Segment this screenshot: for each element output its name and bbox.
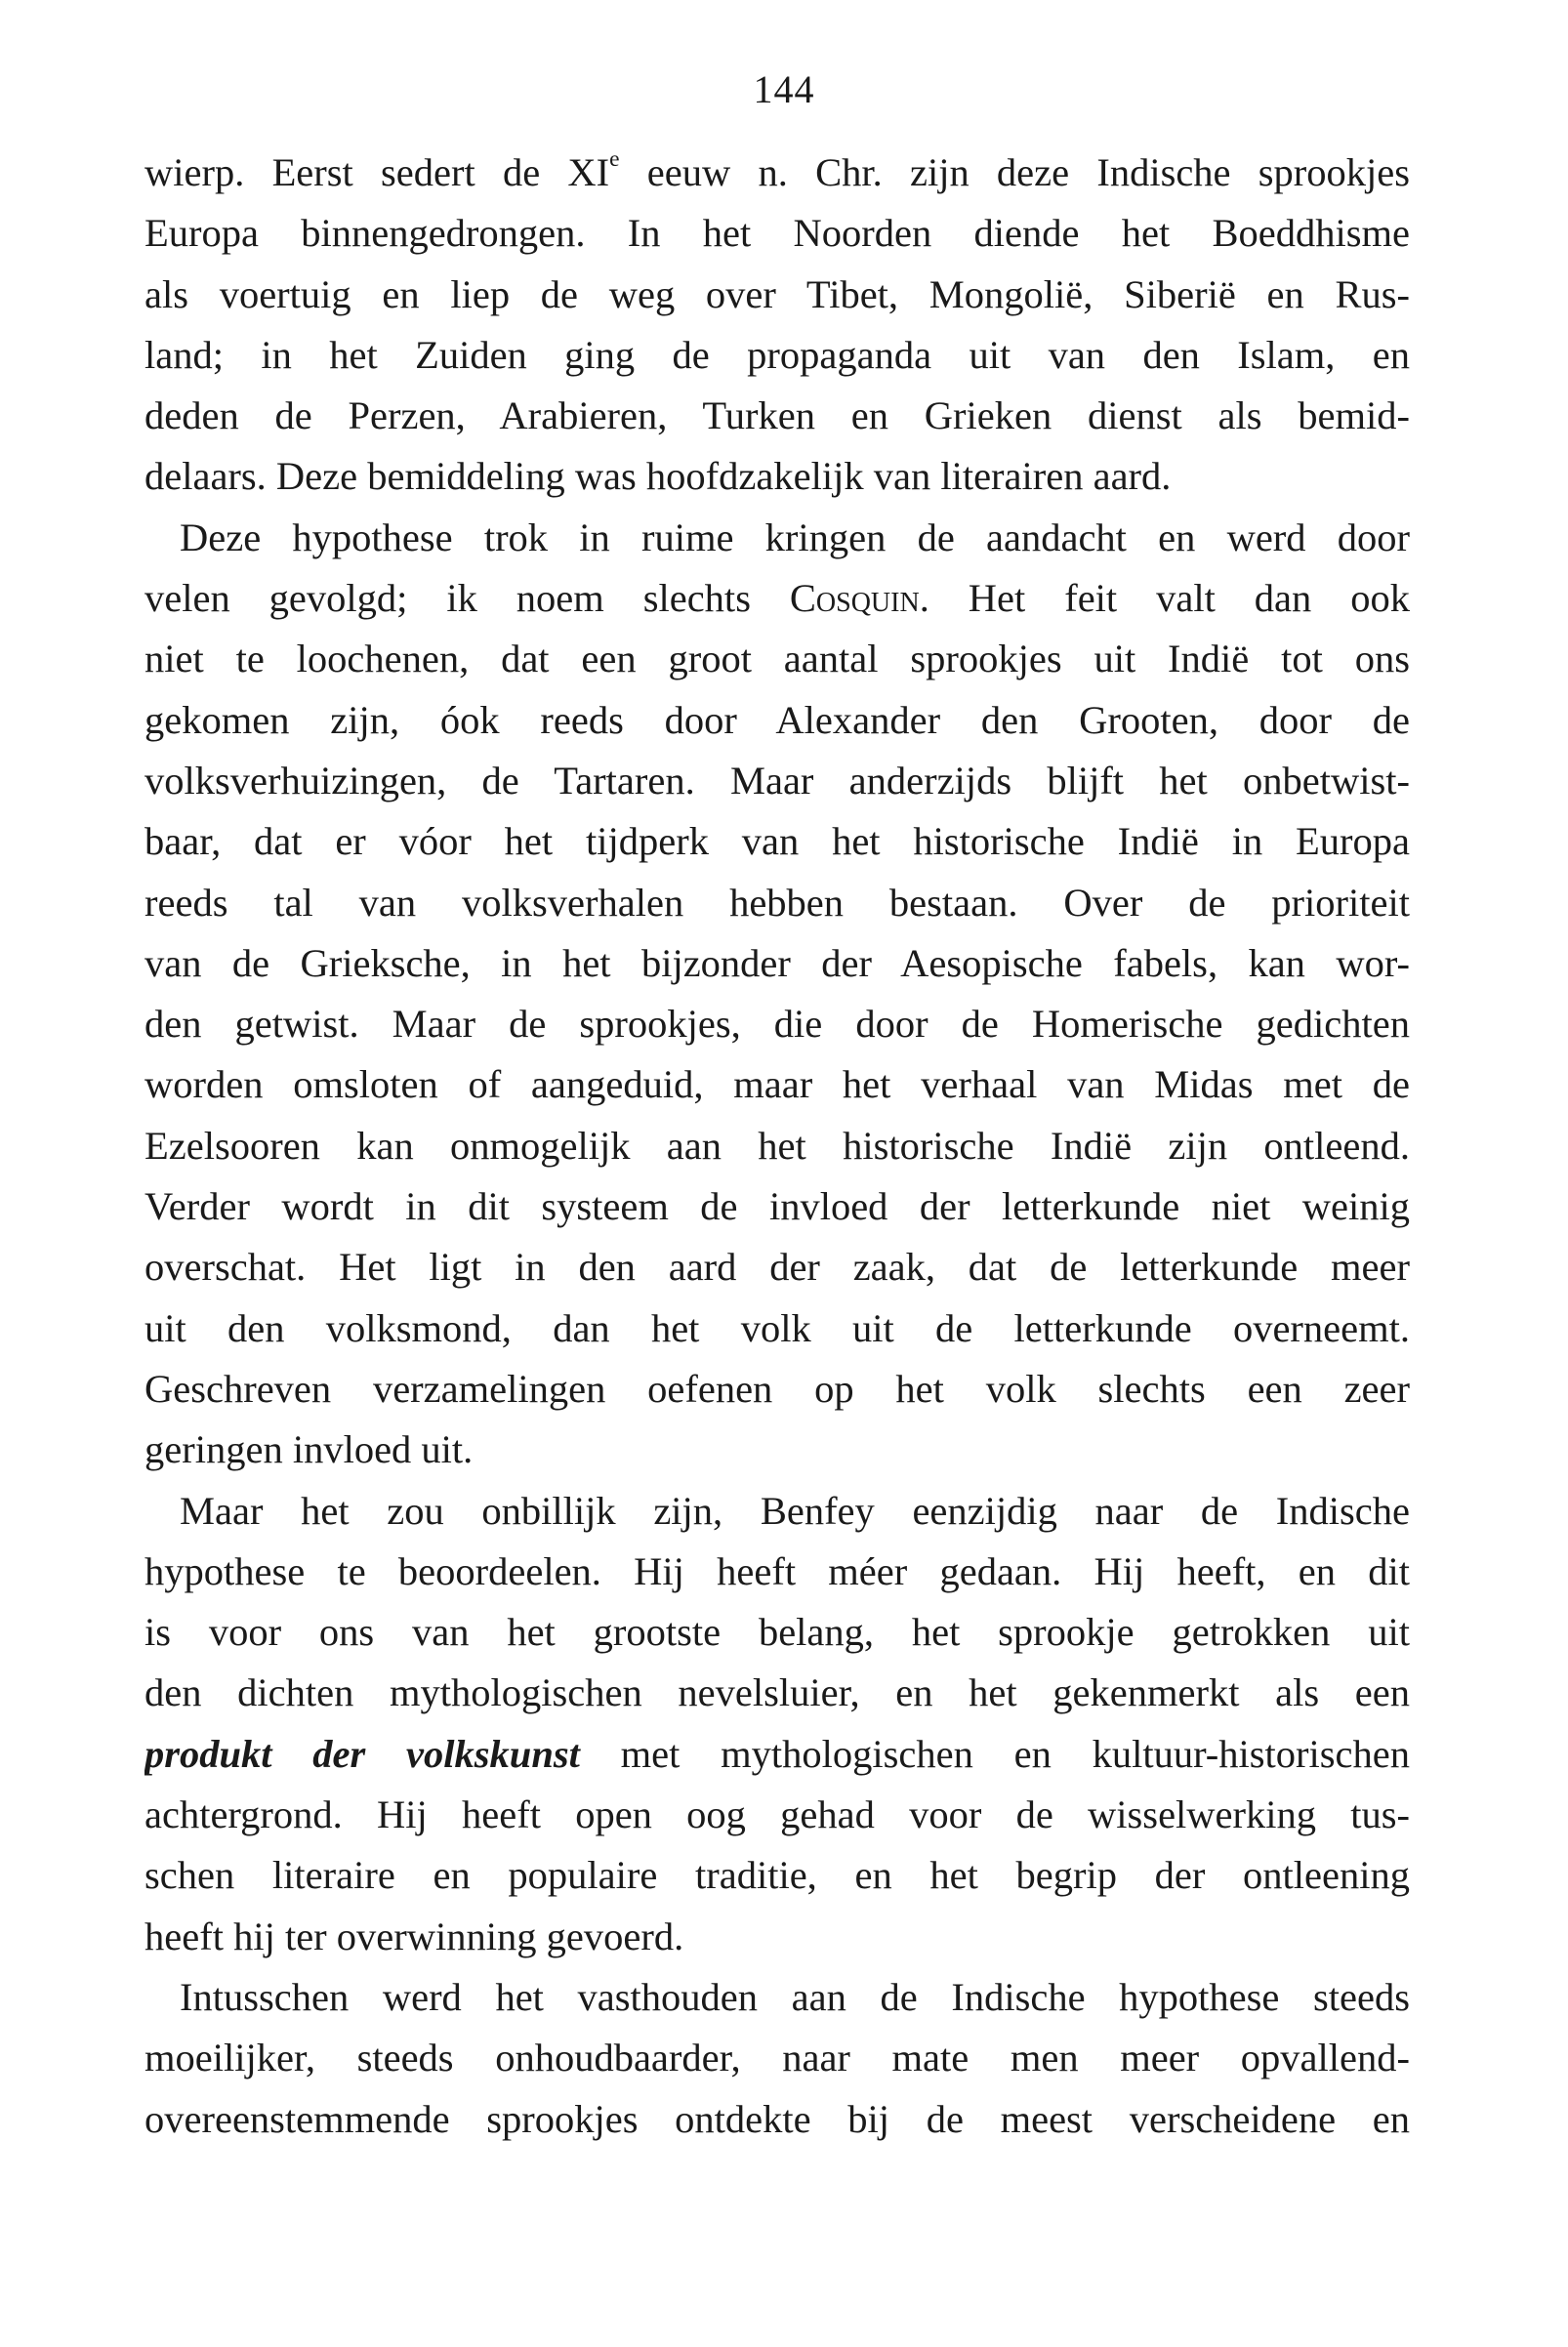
text-run: Ezelsooren kan onmogelijk aan het historische Indië zijn ontleend.	[144, 1123, 1410, 1168]
text-run: overschat. Het ligt in den aard der zaak, dat de letterkunde meer	[144, 1245, 1410, 1290]
text-line	[144, 1420, 1410, 1480]
text-run: niet te loochenen, dat een groot aantal sprookjes uit Indië tot ons	[144, 637, 1410, 681]
text-run: met mythologischen en kultuur-historischen	[579, 1731, 1410, 1776]
text-line	[144, 1237, 1410, 1297]
text-run: achtergrond. Hij heeft open oog gehad voor de wisselwerking tus-	[144, 1792, 1410, 1837]
text-line	[144, 265, 1410, 325]
text-line	[144, 1785, 1410, 1845]
text-line	[144, 1724, 1410, 1785]
text-line	[144, 508, 1410, 568]
text-run: Europa binnengedrongen. In het Noorden diende het Boeddhisme	[144, 211, 1410, 256]
text-line	[144, 1907, 1410, 1967]
text-run: eeuw n. Chr. zijn deze Indische sprookjes	[619, 150, 1410, 194]
text-run: Intusschen werd het vasthouden aan de Indische hypothese steeds	[180, 1974, 1410, 2019]
emphasized-text: produkt der volkskunst	[144, 1731, 580, 1776]
paragraph	[144, 143, 1410, 508]
text-line	[144, 690, 1410, 751]
text-run: hypothese te beoordeelen. Hij heeft méer gedaan. Hij heeft, en dit	[144, 1548, 1410, 1593]
text-run: baar, dat er vóor het tijdperk van het historische Indië in Europa	[144, 819, 1410, 864]
text-run: Geschreven verzamelingen oefenen op het volk slechts een zeer	[144, 1366, 1410, 1411]
text-run: van de Grieksche, in het bijzonder der Aesopische fabels, kan wor-	[144, 940, 1410, 985]
text-line	[144, 1298, 1410, 1359]
text-line	[144, 446, 1410, 507]
text-run: is voor ons van het grootste belang, het sprookje getrokken uit	[144, 1610, 1410, 1655]
text-run: geringen invloed uit.	[144, 1427, 474, 1472]
paragraph	[144, 508, 1410, 1481]
text-line	[144, 2028, 1410, 2088]
paragraph	[144, 1967, 1410, 2150]
body-text	[144, 143, 1410, 2150]
text-line	[144, 994, 1410, 1054]
superscript: e	[609, 146, 620, 173]
text-line	[144, 873, 1410, 933]
page-number: 144	[753, 67, 815, 111]
text-run: worden omsloten of aangeduid, maar het verhaal van Midas met de	[144, 1062, 1410, 1107]
text-line	[144, 143, 1410, 203]
text-line	[144, 751, 1410, 811]
paragraph	[144, 1481, 1410, 1967]
text-line	[144, 325, 1410, 386]
text-run: gekomen zijn, óok reeds door Alexander den Grooten, door de	[144, 697, 1410, 742]
text-line	[144, 1481, 1410, 1542]
text-line	[144, 1116, 1410, 1176]
text-run: wierp. Eerst sedert de XI	[144, 150, 610, 194]
text-line	[144, 1967, 1410, 2028]
text-run: . Het feit valt dan ook	[919, 576, 1410, 621]
text-run: velen gevolgd; ik noem slechts	[144, 576, 790, 621]
text-line	[144, 1845, 1410, 1906]
text-line	[144, 568, 1410, 629]
text-run: volksverhuizingen, de Tartaren. Maar anderzijds blijft het onbetwist-	[144, 758, 1410, 803]
text-run: Maar het zou onbillijk zijn, Benfey eenzijdig naar de Indische	[180, 1488, 1410, 1533]
text-line	[144, 1542, 1410, 1602]
text-run: land; in het Zuiden ging de propaganda uit van den Islam, en	[144, 332, 1410, 377]
text-run: reeds tal van volksverhalen hebben bestaan. Over de prioriteit	[144, 880, 1410, 925]
text-run: heeft hij ter overwinning gevoerd.	[144, 1914, 684, 1958]
text-line	[144, 933, 1410, 994]
text-run: den getwist. Maar de sprookjes, die door de Homerische gedichten	[144, 1002, 1410, 1047]
text-line	[144, 1663, 1410, 1723]
text-run: als voertuig en liep de weg over Tibet, Mongolië, Siberië en Rus-	[144, 271, 1410, 316]
text-run: schen literaire en populaire traditie, en het begrip der ontleening	[144, 1853, 1410, 1898]
text-line	[144, 203, 1410, 264]
text-run: uit den volksmond, dan het volk uit de letterkunde overneemt.	[144, 1305, 1410, 1350]
text-line	[144, 386, 1410, 446]
text-line	[144, 811, 1410, 872]
text-run: den dichten mythologischen nevelsluier, en het gekenmerkt als een	[144, 1670, 1410, 1715]
author-name-small-caps: Cosquin	[789, 576, 920, 621]
text-line	[144, 2089, 1410, 2150]
text-run: Deze hypothese trok in ruime kringen de aandacht en werd door	[180, 515, 1410, 559]
text-run: overeenstemmende sprookjes ontdekte bij de meest verscheidene en	[144, 2096, 1410, 2141]
text-line	[144, 1176, 1410, 1237]
text-run: deden de Perzen, Arabieren, Turken en Grieken dienst als bemid-	[144, 393, 1410, 438]
text-run: Verder wordt in dit systeem de invloed der letterkunde niet weinig	[144, 1184, 1410, 1229]
text-line	[144, 629, 1410, 689]
text-run: delaars. Deze bemiddeling was hoofdzakelijk van literairen aard.	[144, 454, 1172, 499]
text-line	[144, 1054, 1410, 1115]
text-run: moeilijker, steeds onhoudbaarder, naar mate men meer opvallend-	[144, 2036, 1410, 2080]
text-line	[144, 1359, 1410, 1420]
text-line	[144, 1602, 1410, 1663]
